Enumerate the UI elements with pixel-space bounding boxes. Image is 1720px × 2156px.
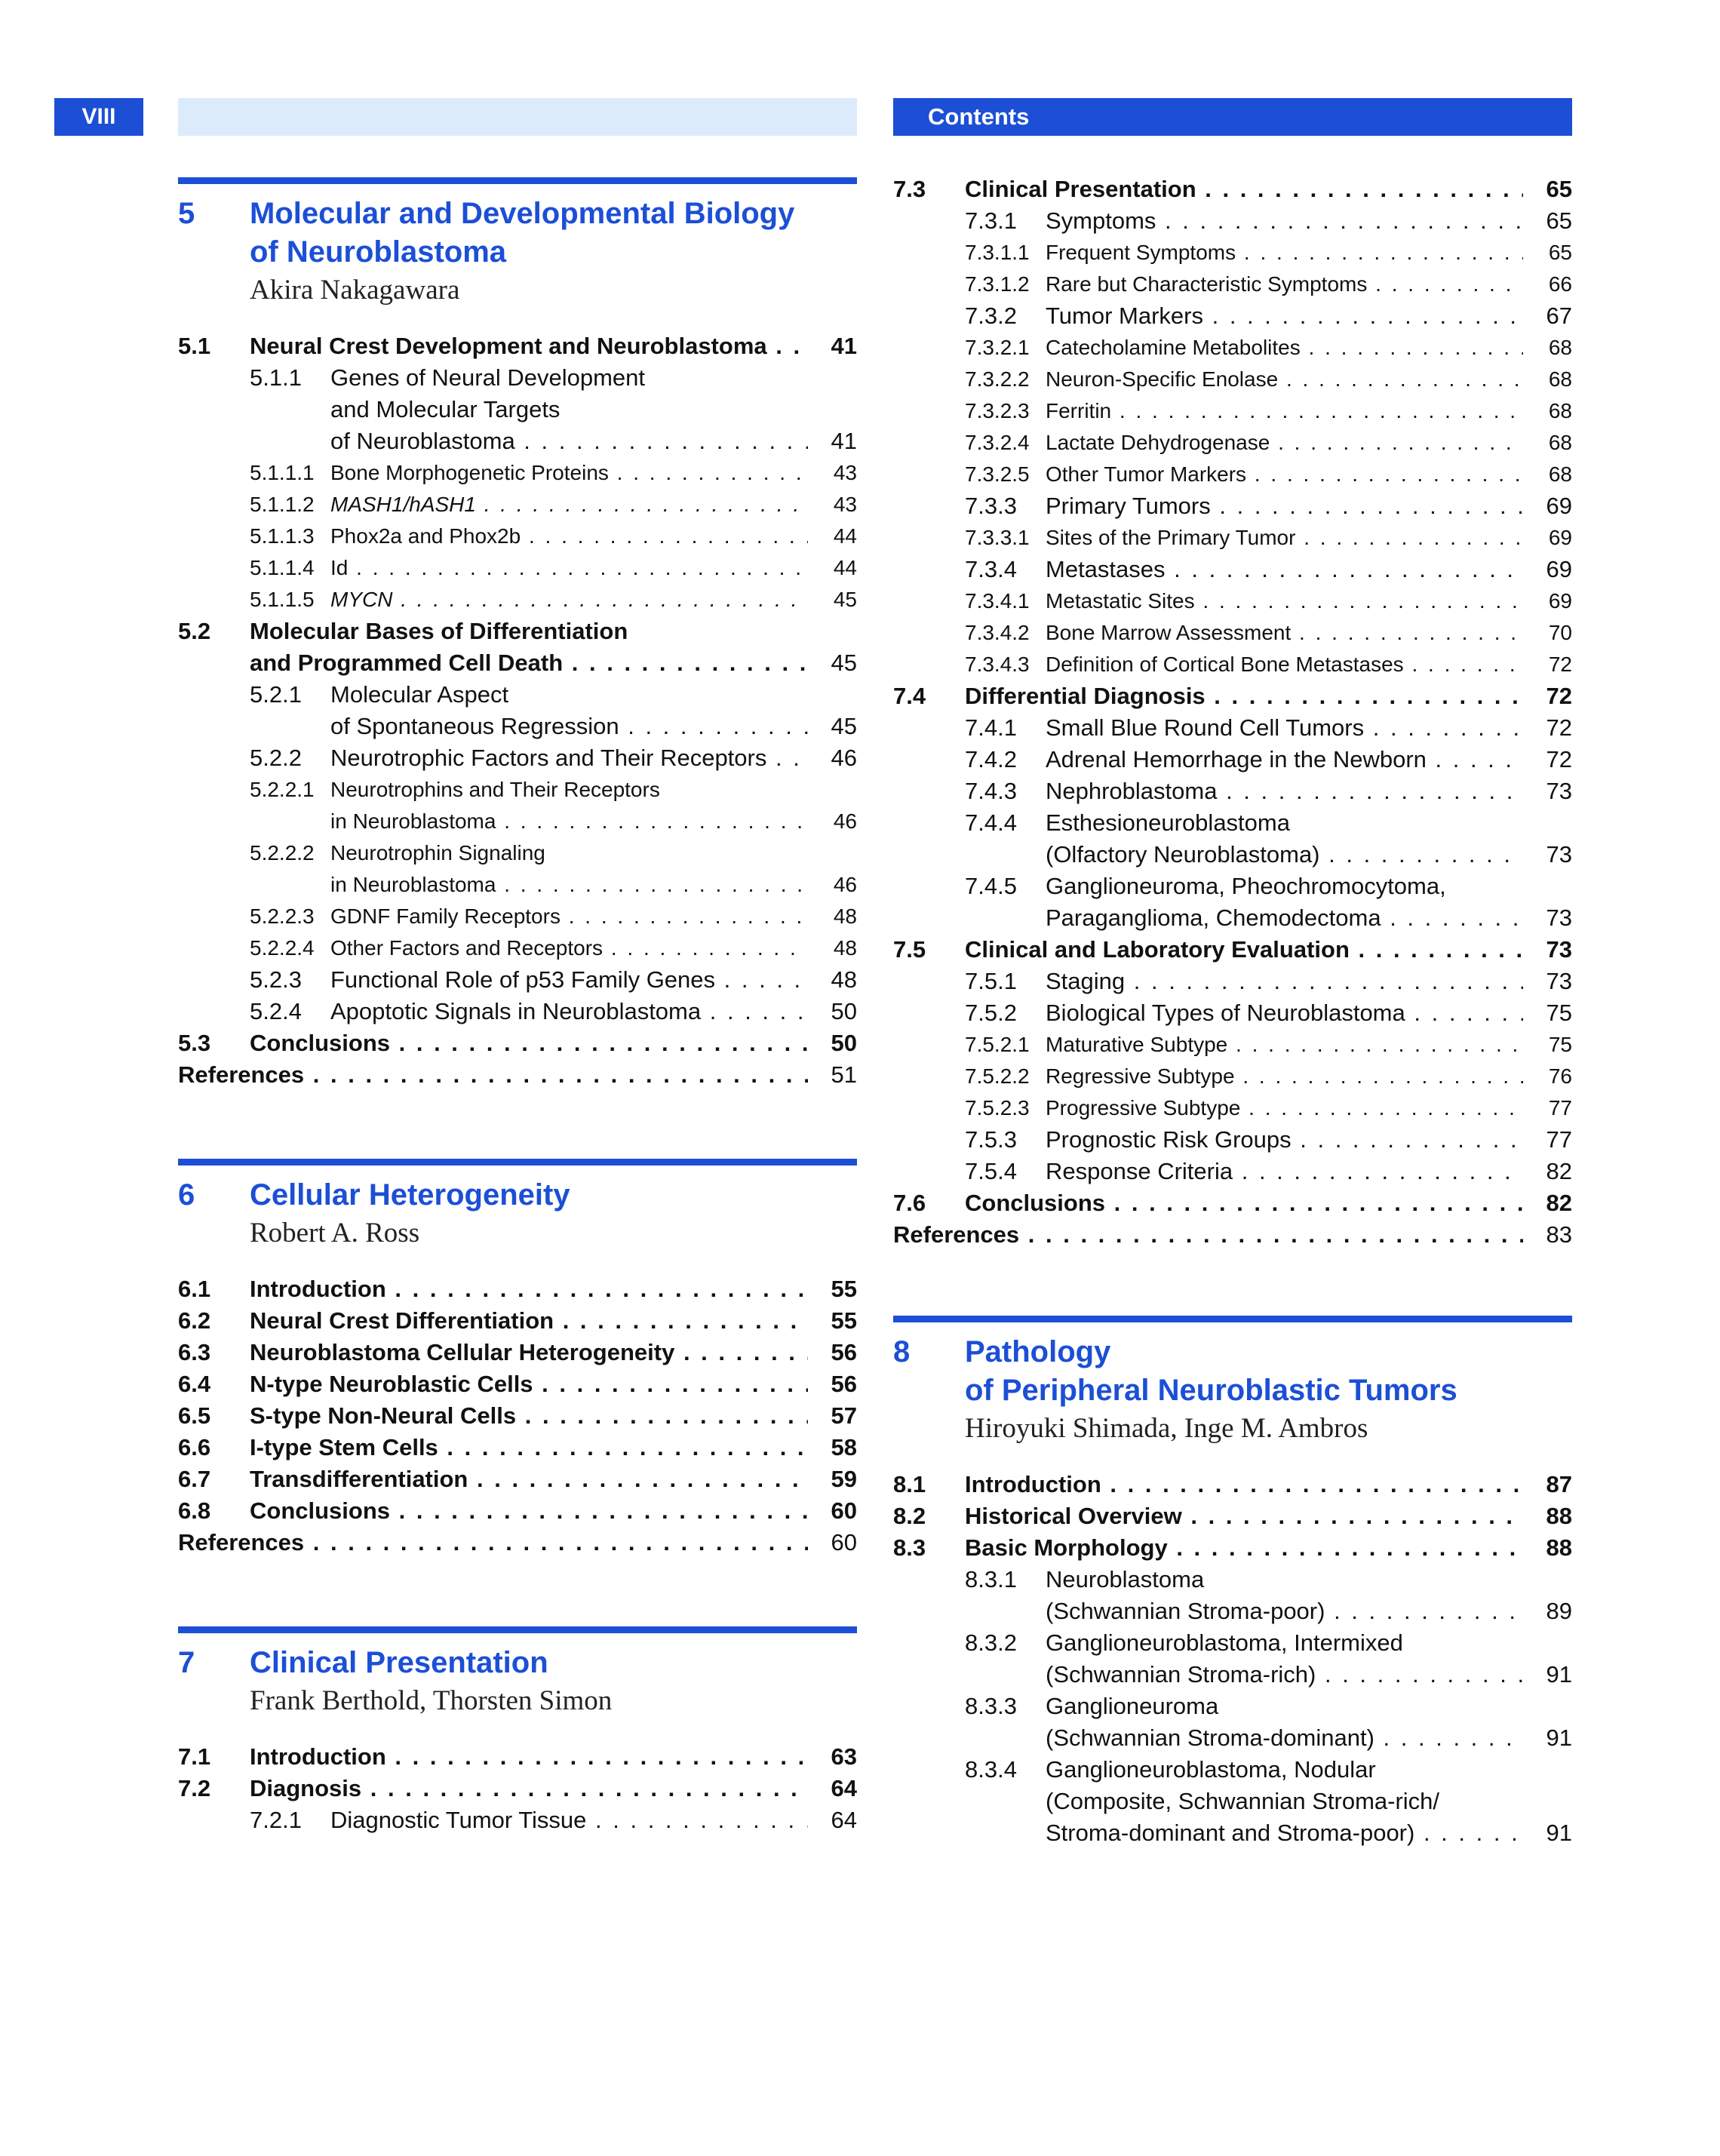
toc-entry[interactable]: 7.3.2.2 Neuron-Specific Enolase . . . 68 xyxy=(893,364,1572,395)
left-column xyxy=(178,177,857,1836)
toc-entry[interactable]: 7.3.2.4 Lactate Dehydrogenase . . . 68 xyxy=(893,427,1572,459)
toc-entry[interactable]: 5.1 Neural Crest Development and Neuroblastoma . . . 41 xyxy=(178,330,857,362)
toc-entry[interactable]: 6.3 Neuroblastoma Cellular Heterogeneity . . . 56 xyxy=(178,1337,857,1368)
toc-entry[interactable]: 5.2.3 Functional Role of p53 Family Genes . . . 48 xyxy=(178,964,857,996)
section-title: Contents xyxy=(893,98,1572,136)
toc-entry[interactable]: 8.1 Introduction . . . 87 xyxy=(893,1469,1572,1500)
chapter-title[interactable]: Pathology xyxy=(965,1335,1111,1368)
chapter-title-line2[interactable]: of Peripheral Neuroblastic Tumors xyxy=(965,1374,1457,1407)
toc-entry[interactable]: 7.5.4 Response Criteria . . . 82 xyxy=(893,1156,1572,1187)
toc-entry[interactable]: 5.1.1.4 Id . . . 44 xyxy=(178,552,857,584)
chapter-7 xyxy=(178,1626,857,1720)
toc-entry[interactable]: 5.2.2 Neurotrophic Factors and Their Receptors . . . 46 xyxy=(178,742,857,774)
toc-entry[interactable]: 5.1.1.3 Phox2a and Phox2b . . . 44 xyxy=(178,521,857,552)
toc-entry[interactable]: 7.3.1.2 Rare but Characteristic Symptoms . . . 66 xyxy=(893,269,1572,300)
toc-entry[interactable]: 5.2.2.4 Other Factors and Receptors . . . 48 xyxy=(178,932,857,964)
toc-entry[interactable]: 5.3 Conclusions . . . 50 xyxy=(178,1027,857,1059)
toc-entry[interactable]: 5.1.1.1 Bone Morphogenetic Proteins . . . 43 xyxy=(178,457,857,489)
toc-entry-continued[interactable]: Paraganglioma, Chemodectoma . . . 73 xyxy=(893,902,1572,934)
toc-entry[interactable]: 7.6 Conclusions . . . 82 xyxy=(893,1187,1572,1219)
chapter-author: Robert A. Ross xyxy=(250,1218,420,1248)
toc-entry[interactable]: 7.3.4.1 Metastatic Sites . . . 69 xyxy=(893,585,1572,617)
toc-entry[interactable]: 7.3.2.3 Ferritin . . . 68 xyxy=(893,395,1572,427)
toc-entry[interactable]: 8.3 Basic Morphology . . . 88 xyxy=(893,1532,1572,1564)
toc-entry[interactable]: 7.2 Diagnosis . . . 64 xyxy=(178,1773,857,1804)
chapter-title[interactable]: Clinical Presentation xyxy=(250,1646,548,1679)
chapter-number: 5 xyxy=(178,197,195,230)
toc-entry-continued[interactable]: (Composite, Schwannian Stroma-rich/ xyxy=(1046,1788,1440,1814)
chapter-title[interactable]: Cellular Heterogeneity xyxy=(250,1178,570,1212)
chapter-author: Hiroyuki Shimada, Inge M. Ambros xyxy=(965,1413,1368,1444)
toc-entry-continued[interactable]: in Neuroblastoma . . . 46 xyxy=(178,806,857,837)
chapter-title-line2[interactable]: of Neuroblastoma xyxy=(250,235,507,269)
chapter-author: Akira Nakagawara xyxy=(250,275,460,306)
toc-entry[interactable]: 8.2 Historical Overview . . . 88 xyxy=(893,1500,1572,1532)
toc-entry-continued[interactable]: of Spontaneous Regression . . . 45 xyxy=(178,711,857,742)
toc-entry[interactable]: 7.3.4 Metastases . . . 69 xyxy=(893,554,1572,585)
toc-entry[interactable]: 7.5.1 Staging . . . 73 xyxy=(893,966,1572,997)
toc-entry[interactable]: 7.4.1 Small Blue Round Cell Tumors . . . 72 xyxy=(893,712,1572,744)
toc-entry[interactable]: 7.3.1.1 Frequent Symptoms . . . 65 xyxy=(893,237,1572,269)
chapter-number: 6 xyxy=(178,1178,195,1212)
toc-entry[interactable]: 7.5.3 Prognostic Risk Groups . . . 77 xyxy=(893,1124,1572,1156)
toc-entry-continued[interactable]: in Neuroblastoma . . . 46 xyxy=(178,869,857,901)
toc-entry[interactable]: 5.1.1.5 MYCN . . . 45 xyxy=(178,584,857,616)
toc-entry[interactable]: 5.2.2.3 GDNF Family Receptors . . . 48 xyxy=(178,901,857,932)
toc-entry[interactable]: 6.8 Conclusions . . . 60 xyxy=(178,1495,857,1527)
toc-entry-continued[interactable]: (Schwannian Stroma-rich) . . . 91 xyxy=(893,1659,1572,1691)
toc-entry[interactable]: 7.4.5 Ganglioneuroma, Pheochromocytoma, xyxy=(965,873,1446,899)
toc-entry[interactable]: 6.1 Introduction . . . 55 xyxy=(178,1273,857,1305)
toc-entry[interactable]: 8.3.1 Neuroblastoma xyxy=(965,1566,1205,1592)
page-number: VIII xyxy=(54,98,143,136)
toc-entry-continued[interactable]: (Olfactory Neuroblastoma) . . . 73 xyxy=(893,839,1572,871)
toc-entry[interactable]: 7.3.1 Symptoms . . . 65 xyxy=(893,205,1572,237)
toc-entry-continued[interactable]: Stroma-dominant and Stroma-poor) . . . 91 xyxy=(893,1817,1572,1849)
toc-entry[interactable]: 7.4 Differential Diagnosis . . . 72 xyxy=(893,680,1572,712)
toc-entry[interactable]: 7.3.3.1 Sites of the Primary Tumor . . . 69 xyxy=(893,522,1572,554)
toc-entry[interactable]: 7.5.2 Biological Types of Neuroblastoma . . . 75 xyxy=(893,997,1572,1029)
chapter-8 xyxy=(893,1316,1572,1448)
toc-entry-continued[interactable]: (Schwannian Stroma-poor) . . . 89 xyxy=(893,1596,1572,1627)
chapter-5 xyxy=(178,177,857,309)
toc-entry[interactable]: 5.2.2.2 Neurotrophin Signaling xyxy=(250,841,545,865)
toc-entry-continued[interactable]: and Molecular Targets xyxy=(330,396,561,422)
toc-entry[interactable]: 6.2 Neural Crest Differentiation . . . 55 xyxy=(178,1305,857,1337)
toc-entry[interactable]: 5.2.2.1 Neurotrophins and Their Receptors xyxy=(250,778,660,801)
toc-references[interactable]: References . . . 51 xyxy=(178,1059,857,1091)
toc-references[interactable]: References . . . 83 xyxy=(893,1219,1572,1251)
toc-entry[interactable]: 8.3.4 Ganglioneuroblastoma, Nodular xyxy=(965,1756,1376,1783)
toc-entry[interactable]: 7.3.3 Primary Tumors . . . 69 xyxy=(893,490,1572,522)
chapter-author: Frank Berthold, Thorsten Simon xyxy=(250,1685,613,1716)
toc-entry[interactable]: 7.3 Clinical Presentation . . . 65 xyxy=(893,174,1572,205)
toc-entry[interactable]: 6.7 Transdifferentiation . . . 59 xyxy=(178,1463,857,1495)
toc-entry[interactable]: 7.3.4.2 Bone Marrow Assessment . . . 70 xyxy=(893,617,1572,649)
toc-entry[interactable]: 7.4.3 Nephroblastoma . . . 73 xyxy=(893,775,1572,807)
toc-entry[interactable]: 7.4.2 Adrenal Hemorrhage in the Newborn . . . 72 xyxy=(893,744,1572,775)
chapter-number: 8 xyxy=(893,1335,911,1368)
toc-entry[interactable]: 5.1.1.2 MASH1/hASH1 . . . 43 xyxy=(178,489,857,521)
toc-entry[interactable]: 7.3.2.1 Catecholamine Metabolites . . . 68 xyxy=(893,332,1572,364)
toc-entry[interactable]: 5.2.4 Apoptotic Signals in Neuroblastoma . . . 50 xyxy=(178,996,857,1027)
toc-entry[interactable]: 7.2.1 Diagnostic Tumor Tissue . . . 64 xyxy=(178,1804,857,1836)
toc-entry[interactable]: 7.5.2.3 Progressive Subtype . . . 77 xyxy=(893,1092,1572,1124)
toc-entry[interactable]: 5.2.1 Molecular Aspect xyxy=(250,681,509,708)
toc-entry[interactable]: 7.5.2.1 Maturative Subtype . . . 75 xyxy=(893,1029,1572,1061)
toc-entry[interactable]: 7.4.4 Esthesioneuroblastoma xyxy=(965,809,1290,836)
toc-references[interactable]: References . . . 60 xyxy=(178,1527,857,1559)
toc-entry[interactable]: 8.3.2 Ganglioneuroblastoma, Intermixed xyxy=(965,1629,1403,1656)
chapter-6 xyxy=(178,1159,857,1252)
toc-entry-continued[interactable]: and Programmed Cell Death . . . 45 xyxy=(178,647,857,679)
toc-entry-continued[interactable]: of Neuroblastoma . . . 41 xyxy=(178,425,857,457)
chapter-number: 7 xyxy=(178,1646,195,1679)
toc-entry[interactable]: 7.1 Introduction . . . 63 xyxy=(178,1741,857,1773)
toc-entry[interactable]: 8.3.3 Ganglioneuroma xyxy=(965,1693,1219,1719)
toc-entry[interactable]: 7.3.4.3 Definition of Cortical Bone Metastases . . . 72 xyxy=(893,649,1572,680)
toc-entry[interactable]: 6.6 I-type Stem Cells . . . 58 xyxy=(178,1432,857,1463)
toc-entry[interactable]: 7.3.2.5 Other Tumor Markers . . . 68 xyxy=(893,459,1572,490)
toc-entry[interactable]: 6.4 N-type Neuroblastic Cells . . . 56 xyxy=(178,1368,857,1400)
chapter-title[interactable]: Molecular and Developmental Biology xyxy=(250,197,795,230)
header-bar xyxy=(178,98,857,136)
toc-entry[interactable]: 7.3.2 Tumor Markers . . . 67 xyxy=(893,300,1572,332)
toc-entry[interactable]: 6.5 S-type Non-Neural Cells . . . 57 xyxy=(178,1400,857,1432)
right-column xyxy=(893,174,1572,1849)
toc-entry[interactable]: 7.5.2.2 Regressive Subtype . . . 76 xyxy=(893,1061,1572,1092)
toc-entry-continued[interactable]: (Schwannian Stroma-dominant) . . . 91 xyxy=(893,1722,1572,1754)
toc-entry[interactable]: 7.5 Clinical and Laboratory Evaluation . . . 73 xyxy=(893,934,1572,966)
toc-entry[interactable]: 5.1.1 Genes of Neural Development xyxy=(250,364,646,391)
toc-entry[interactable]: 5.2 Molecular Bases of Differentiation xyxy=(178,618,628,644)
